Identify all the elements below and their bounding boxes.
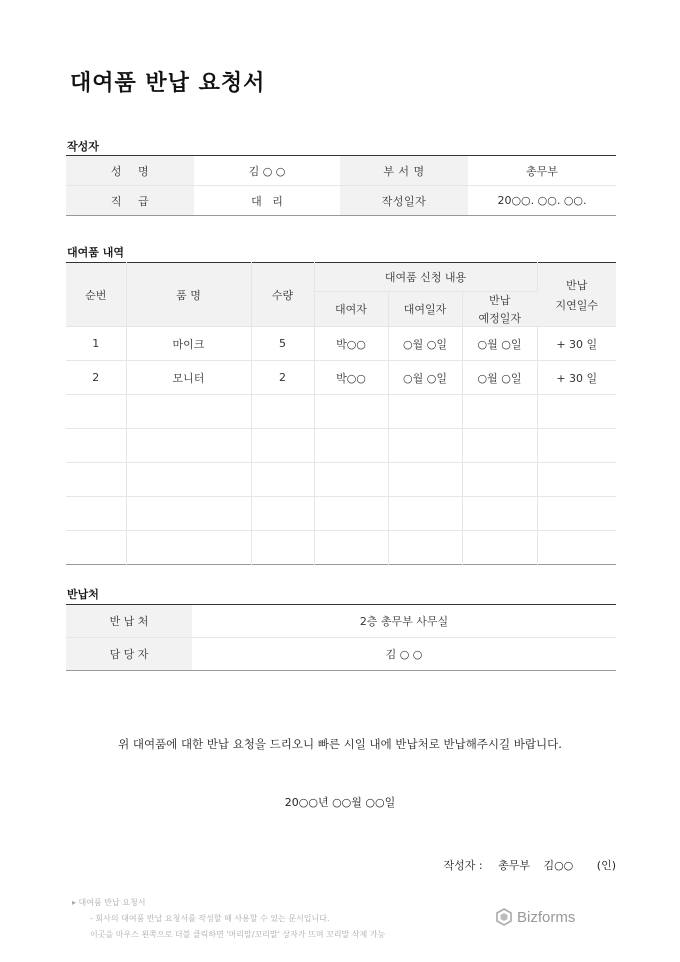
row-borrow-date: ○월 ○일 — [388, 327, 462, 361]
header-no: 순번 — [66, 263, 126, 327]
row-delay: + 30 일 — [537, 361, 616, 395]
signature-dept: 총무부 — [498, 859, 530, 872]
empty-row — [66, 429, 616, 463]
written-date-label: 작성일자 — [340, 186, 468, 216]
footnote-line3: 이곳을 마우스 왼쪽으로 더블 클릭하면 '머리말/꼬리말' 상자가 뜨며 꼬리말 삭제 가능 — [90, 930, 386, 939]
header-return-line2: 예정일자 — [478, 312, 521, 325]
author-section-heading: 작성자 — [67, 140, 99, 153]
department-label: 부 서 명 — [340, 156, 468, 186]
document-date: 20○○년 ○○월 ○○일 — [284, 796, 396, 809]
row-borrower: 박○○ — [314, 327, 388, 361]
row-item-name: 모니터 — [126, 361, 251, 395]
empty-row — [66, 497, 616, 531]
footnote-line2: - 회사의 대여품 반납 요청서를 작성할 때 사용할 수 있는 문서입니다. — [90, 914, 330, 923]
header-request-group: 대여품 신청 내용 — [314, 263, 537, 292]
table-row — [66, 327, 616, 361]
empty-row — [66, 463, 616, 497]
manager-row — [66, 638, 616, 671]
row-no: 2 — [66, 361, 126, 395]
row-no: 1 — [66, 327, 126, 361]
rank-label: 직 급 — [66, 186, 194, 216]
row-return-date: ○월 ○일 — [462, 327, 537, 361]
footnote[interactable] — [72, 895, 385, 943]
signature-label: 작성자 : — [443, 859, 483, 872]
table-row — [66, 361, 616, 395]
author-table — [66, 155, 616, 216]
header-delay-days — [537, 263, 616, 327]
row-quantity: 5 — [251, 327, 314, 361]
manager-value: 김 ○ ○ — [385, 648, 423, 661]
return-place-value: 2층 총무부 사무실 — [192, 605, 616, 638]
row-delay: + 30 일 — [537, 327, 616, 361]
header-borrower: 대여자 — [314, 292, 388, 327]
page-title: 대여품 반납 요청서 — [70, 71, 266, 96]
brand-name: Bizforms — [517, 908, 576, 926]
department-value: 총무부 — [468, 156, 616, 186]
header-delay-line2: 지연일수 — [555, 298, 598, 312]
written-date-value: 20○○. ○○. ○○. — [497, 194, 587, 207]
row-return-date: ○월 ○일 — [462, 361, 537, 395]
items-section-heading: 대여품 내역 — [67, 246, 124, 259]
header-return-line1: 반납 — [489, 294, 511, 307]
bizforms-logo-icon — [495, 908, 513, 926]
return-section-heading: 반납처 — [67, 588, 99, 601]
name-value: 김 ○ ○ — [194, 156, 340, 186]
row-borrower: 박○○ — [314, 361, 388, 395]
manager-label: 담 당 자 — [66, 638, 192, 671]
empty-row — [66, 531, 616, 565]
signature-line — [439, 857, 616, 873]
row-item-name: 마이크 — [126, 327, 251, 361]
name-label: 성 명 — [66, 156, 194, 186]
return-place-label: 반 납 처 — [66, 605, 192, 638]
empty-row — [66, 395, 616, 429]
author-row — [66, 186, 616, 216]
row-borrow-date: ○월 ○일 — [388, 361, 462, 395]
row-quantity: 2 — [251, 361, 314, 395]
return-place-row — [66, 605, 616, 638]
author-row — [66, 156, 616, 186]
request-text: 위 대여품에 대한 반납 요청을 드리오니 빠른 시일 내에 반납처로 반납해주시길 바랍니다. — [118, 737, 562, 751]
footnote-line1: ▸ 대여품 반납 요청서 — [72, 898, 146, 907]
header-item-name: 품 명 — [126, 263, 251, 327]
return-table — [66, 604, 616, 671]
header-return-due-date — [462, 292, 537, 327]
brand-logo — [495, 908, 575, 926]
items-table — [66, 262, 616, 565]
header-borrow-date: 대여일자 — [388, 292, 462, 327]
rank-value: 대 리 — [251, 194, 283, 208]
header-delay-line1: 반납 — [566, 278, 588, 292]
signature-seal: (인) — [596, 859, 616, 872]
header-quantity: 수량 — [251, 263, 314, 327]
signature-name: 김○○ — [543, 859, 574, 872]
